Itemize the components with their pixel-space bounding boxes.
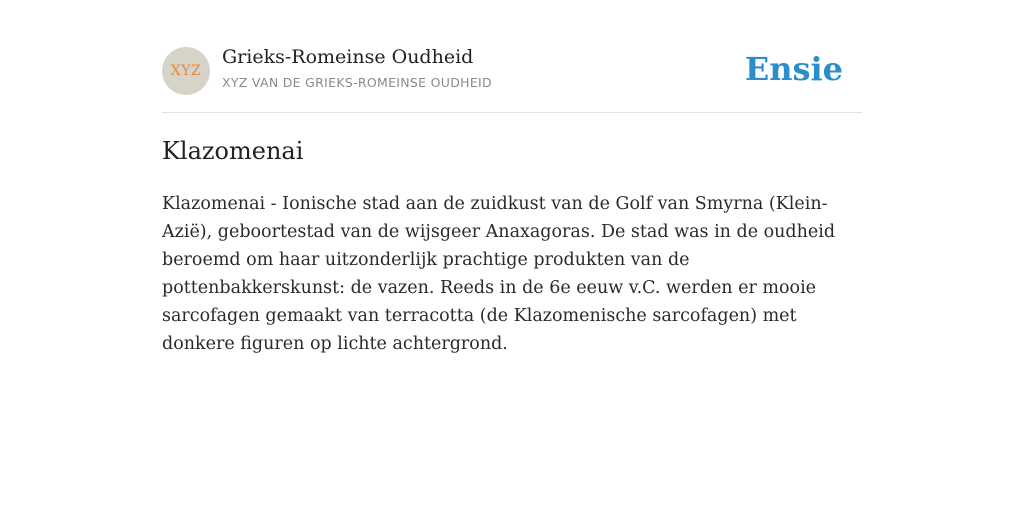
article-title: Klazomenai [162, 137, 304, 165]
avatar[interactable]: XYZ [162, 47, 210, 95]
brand-logo-link[interactable]: Ensie [744, 50, 843, 88]
source-header [162, 0, 862, 113]
source-title[interactable]: Grieks-Romeinse Oudheid [222, 46, 474, 68]
content-container [162, 0, 862, 354]
article-body: Klazomenai - Ionische stad aan de zuidkust van de Golf van Smyrna (Klein-Azië), geboortestad van de wijsgeer Anaxagoras. De stad was in de oudheid beroemd om haar uitzonderlijk prachtige produkten van de pottenbakkerskunst: de vazen. Reeds in de 6e eeuw v.C. werden er mooie sarcofagen gemaakt van terracotta (de Klazomenische sarcofagen) met donkere figuren op lichte achtergrond. [162, 194, 836, 354]
source-subtitle: XYZ VAN DE GRIEKS-ROMEINSE OUDHEID [222, 75, 492, 90]
